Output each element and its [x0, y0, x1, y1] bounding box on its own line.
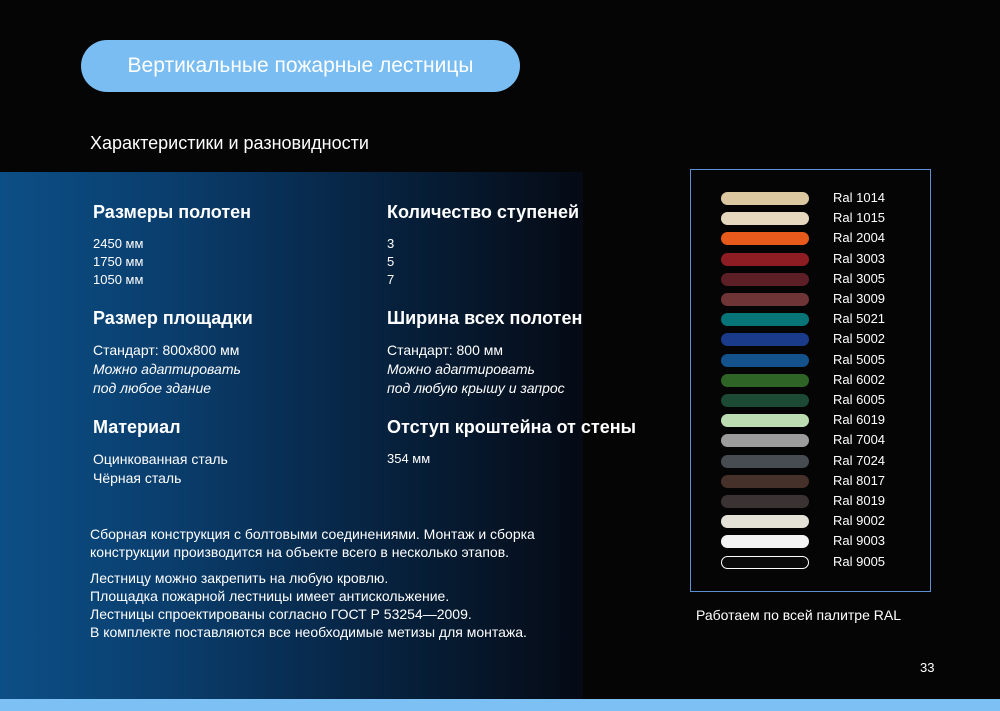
ral-palette — [690, 169, 931, 592]
palette-row — [721, 189, 921, 209]
color-swatch — [721, 253, 809, 266]
description-paragraph — [90, 525, 535, 561]
spec-bracket-offset — [387, 417, 636, 468]
spec-line: Можно адаптировать — [387, 361, 535, 377]
color-swatch — [721, 535, 809, 548]
color-swatch — [721, 455, 809, 468]
spec-line: 2450 мм — [93, 236, 144, 251]
description-paragraph — [90, 569, 527, 641]
spec-line: 7 — [387, 272, 395, 287]
spec-sheet-sizes — [93, 202, 251, 289]
color-swatch — [721, 394, 809, 407]
color-label: Ral 5002 — [833, 331, 886, 347]
description-line: Лестницы спроектированы согласно ГОСТ Р 53254—2009. — [90, 606, 472, 622]
color-label: Ral 8017 — [833, 472, 886, 488]
color-label: Ral 3003 — [833, 250, 886, 266]
color-swatch — [721, 354, 809, 367]
palette-row — [721, 330, 921, 350]
color-label: Ral 7004 — [833, 432, 886, 448]
spec-line: 354 мм — [387, 451, 431, 466]
page-subtitle: Характеристики и разновидности — [90, 133, 369, 153]
spec-heading: Количество ступеней — [387, 202, 580, 222]
palette-row — [721, 209, 921, 229]
spec-line: 5 — [387, 254, 395, 269]
color-label: Ral 3005 — [833, 270, 886, 286]
description-line: конструкции производится на объекте всего в несколько этапов. — [90, 544, 510, 560]
spec-line: Оцинкованная сталь — [93, 451, 228, 467]
color-swatch — [721, 313, 809, 326]
palette-row — [721, 553, 921, 573]
bottom-accent-bar — [0, 699, 1000, 711]
palette-row — [721, 411, 921, 431]
color-label: Ral 6005 — [833, 392, 886, 407]
spec-line: 3 — [387, 236, 395, 251]
palette-row — [721, 310, 921, 330]
color-label: Ral 1014 — [833, 190, 886, 205]
color-swatch — [721, 374, 809, 387]
color-swatch — [721, 333, 809, 346]
spec-heading: Ширина всех полотен — [387, 308, 583, 328]
color-swatch — [721, 212, 809, 225]
palette-row — [721, 431, 921, 451]
spec-heading: Отступ кроштейна от стены — [387, 417, 636, 437]
spec-line: Стандарт: 800 мм — [387, 342, 504, 358]
palette-row — [721, 371, 921, 391]
color-swatch — [721, 273, 809, 286]
spec-line: Можно адаптировать — [93, 361, 241, 377]
color-swatch — [721, 515, 809, 528]
spec-platform-size — [93, 308, 253, 398]
color-label: Ral 3009 — [833, 291, 886, 306]
spec-line: Стандарт: 800х800 мм — [93, 342, 240, 358]
description-line: Площадка пожарной лестницы имеет антискольжение. — [90, 588, 450, 604]
spec-line: под любую крышу и запрос — [387, 380, 565, 396]
color-swatch — [721, 556, 809, 569]
color-swatch — [721, 414, 809, 427]
color-label: Ral 6002 — [833, 371, 886, 387]
palette-row — [721, 512, 921, 532]
color-label: Ral 9003 — [833, 533, 886, 549]
page-title: Вертикальные пожарные лестницы — [81, 40, 520, 92]
spec-heading: Размер площадки — [93, 308, 253, 328]
palette-row — [721, 452, 921, 472]
spec-line: под любое здание — [93, 380, 212, 396]
color-label: Ral 2004 — [833, 230, 886, 246]
palette-row — [721, 472, 921, 492]
palette-row — [721, 492, 921, 512]
color-swatch — [721, 495, 809, 508]
color-swatch — [721, 192, 809, 205]
spec-step-count — [387, 202, 579, 289]
spec-heading: Материал — [93, 417, 181, 437]
palette-caption: Работаем по всей палитре RAL — [696, 607, 901, 623]
color-label: Ral 5021 — [833, 311, 886, 327]
color-label: Ral 1015 — [833, 210, 886, 226]
palette-row — [721, 351, 921, 371]
page-number: 33 — [920, 660, 935, 675]
spec-line: Чёрная сталь — [93, 470, 182, 486]
description-line: Лестницу можно закрепить на любую кровлю. — [90, 570, 389, 586]
color-swatch — [721, 293, 809, 306]
spec-line: 1750 мм — [93, 254, 144, 269]
palette-row — [721, 250, 921, 270]
color-label: Ral 9005 — [833, 553, 886, 569]
spec-heading: Размеры полотен — [93, 202, 252, 222]
color-swatch — [721, 434, 809, 447]
color-swatch — [721, 475, 809, 488]
spec-line: 1050 мм — [93, 272, 144, 287]
palette-row — [721, 229, 921, 249]
palette-row — [721, 532, 921, 552]
color-label: Ral 7024 — [833, 452, 886, 468]
spec-material — [93, 417, 228, 488]
color-label: Ral 9002 — [833, 513, 886, 529]
color-label: Ral 8019 — [833, 493, 886, 508]
palette-row — [721, 270, 921, 290]
palette-row — [721, 290, 921, 310]
color-swatch — [721, 232, 809, 245]
color-label: Ral 5005 — [833, 351, 886, 367]
palette-row — [721, 391, 921, 411]
description-line: В комплекте поставляются все необходимые метизы для монтажа. — [90, 624, 527, 640]
color-label: Ral 6019 — [833, 412, 886, 428]
spec-sheet-width — [387, 308, 582, 398]
description-line: Сборная конструкция с болтовыми соединениями. Монтаж и сборка — [90, 526, 535, 542]
